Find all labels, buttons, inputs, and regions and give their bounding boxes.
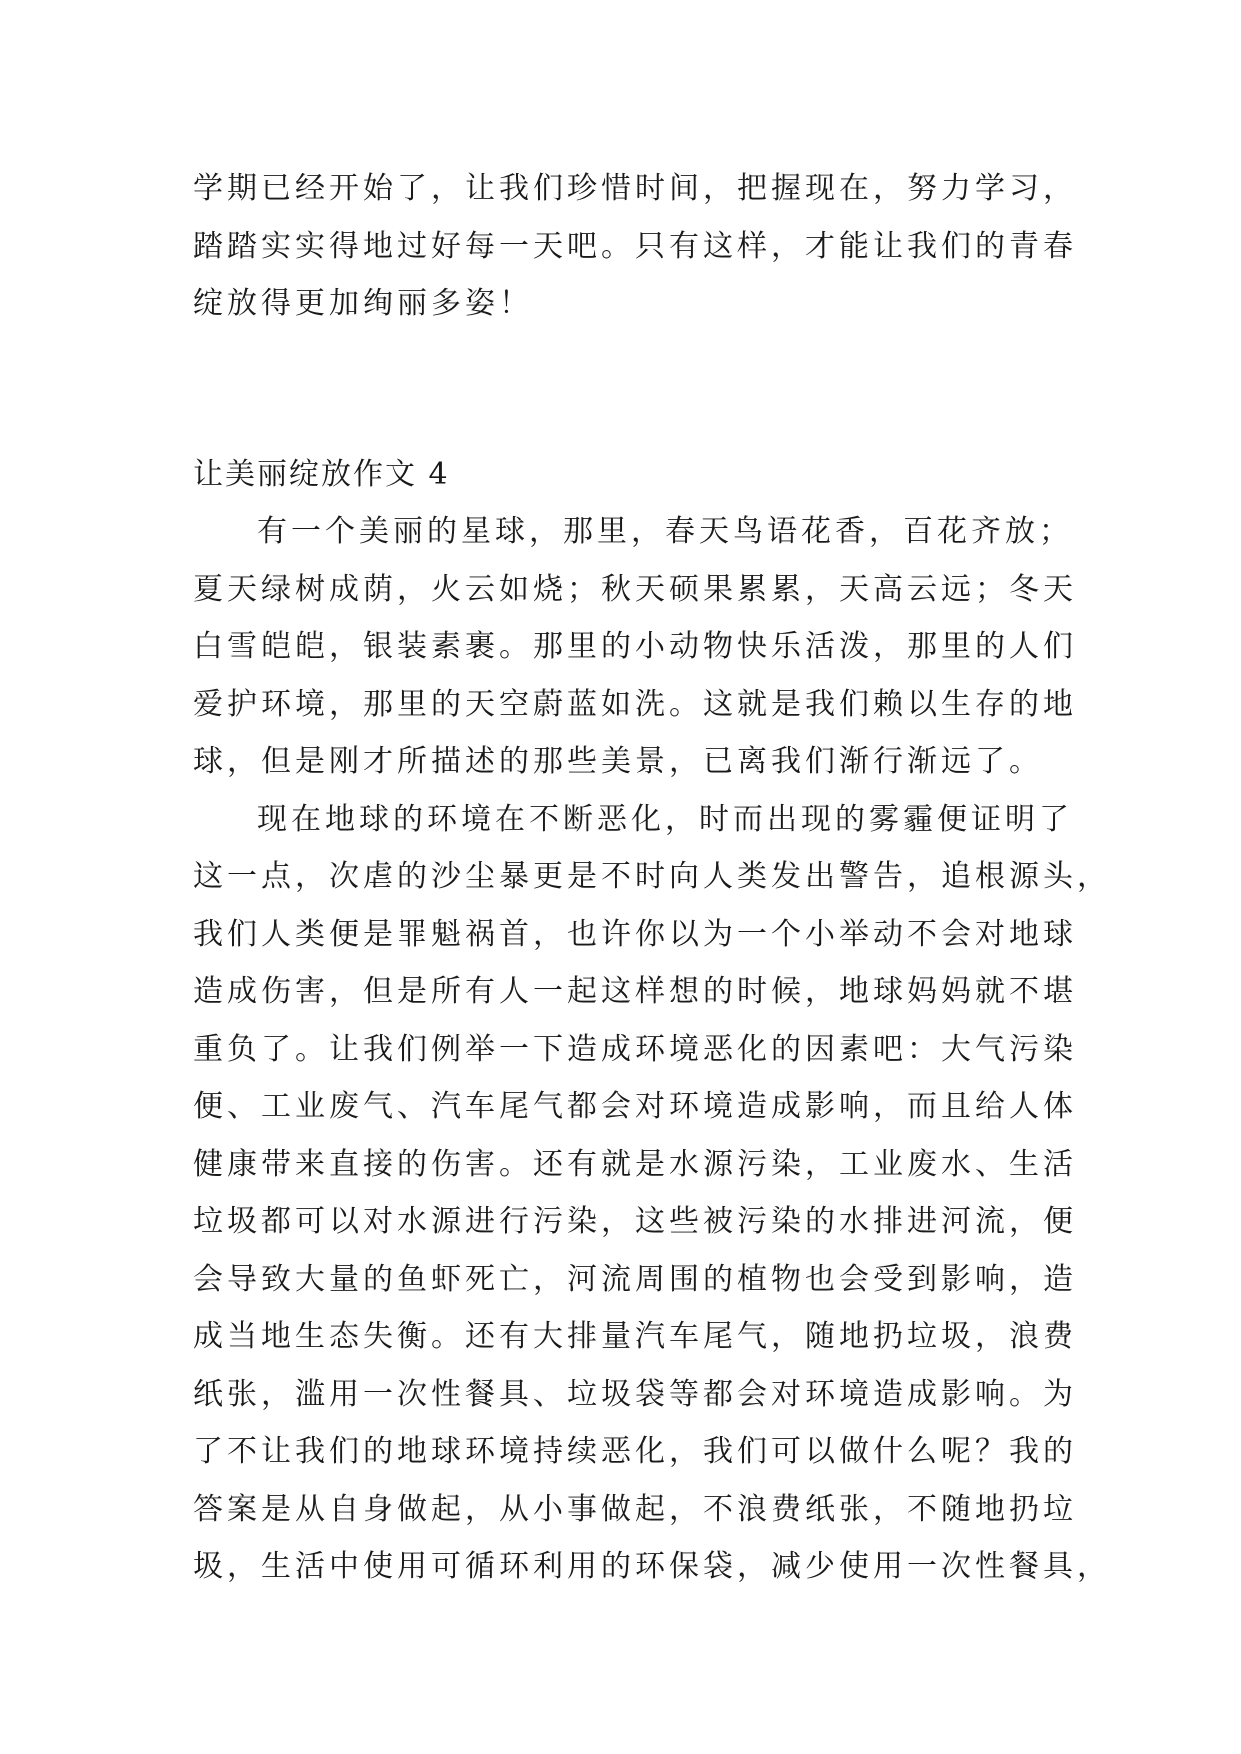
text-line: 白雪皑皑，银装素裹。那里的小动物快乐活泼，那里的人们 bbox=[193, 629, 1077, 664]
text-line: 夏天绿树成荫，火云如烧；秋天硕果累累，天高云远；冬天 bbox=[193, 571, 1077, 607]
text-line: 有一个美丽的星球，那里，春天鸟语花香，百花齐放； bbox=[257, 514, 1073, 549]
text-line: 便、工业废气、汽车尾气都会对环境造成影响，而且给人体 bbox=[193, 1089, 1077, 1124]
text-line: 我们人类便是罪魁祸首，也许你以为一个小举动不会对地球 bbox=[193, 916, 1077, 952]
text-line: 垃圾都可以对水源进行污染，这些被污染的水排进河流，便 bbox=[193, 1204, 1077, 1239]
text-line: 会导致大量的鱼虾死亡，河流周围的植物也会受到影响，造 bbox=[193, 1261, 1077, 1297]
text-line: 重负了。让我们例举一下造成环境恶化的因素吧：大气污染 bbox=[193, 1031, 1077, 1067]
intro-paragraph bbox=[193, 160, 1077, 333]
text-line: 造成伤害，但是所有人一起这样想的时候，地球妈妈就不堪 bbox=[193, 974, 1077, 1009]
text-line: 答案是从自身做起，从小事做起，不浪费纸张，不随地扔垃 bbox=[193, 1491, 1077, 1527]
text-line: 健康带来直接的伤害。还有就是水源污染，工业废水、生活 bbox=[193, 1146, 1077, 1182]
text-line: 绽放得更加绚丽多姿！ bbox=[193, 286, 533, 321]
text-line: 爱护环境，那里的天空蔚蓝如洗。这就是我们赖以生存的地 bbox=[193, 686, 1077, 722]
text-line: 球，但是刚才所描述的那些美景，已离我们渐行渐远了。 bbox=[193, 744, 1043, 779]
text-line: 现在地球的环境在不断恶化，时而出现的雾霾便证明了 bbox=[257, 801, 1073, 837]
document-body bbox=[193, 160, 1111, 1596]
paragraph-2 bbox=[193, 791, 1111, 1596]
text-line: 纸张，滥用一次性餐具、垃圾袋等都会对环境造成影响。为 bbox=[193, 1376, 1077, 1412]
paragraph-gap bbox=[193, 333, 1058, 446]
paragraph-1 bbox=[193, 503, 1077, 791]
text-line: 圾，生活中使用可循环利用的环保袋，减少使用一次性餐具， bbox=[193, 1549, 1111, 1584]
text-line: 了不让我们的地球环境持续恶化，我们可以做什么呢？我的 bbox=[193, 1434, 1077, 1469]
section-title: 让美丽绽放作文 4 bbox=[193, 456, 450, 492]
text-line: 这一点，次虐的沙尘暴更是不时向人类发出警告，追根源头， bbox=[193, 859, 1111, 894]
text-line: 学期已经开始了，让我们珍惜时间，把握现在，努力学习， bbox=[193, 171, 1077, 206]
text-line: 成当地生态失衡。还有大排量汽车尾气，随地扔垃圾，浪费 bbox=[193, 1319, 1077, 1354]
text-line: 踏踏实实得地过好每一天吧。只有这样，才能让我们的青春 bbox=[193, 228, 1077, 264]
